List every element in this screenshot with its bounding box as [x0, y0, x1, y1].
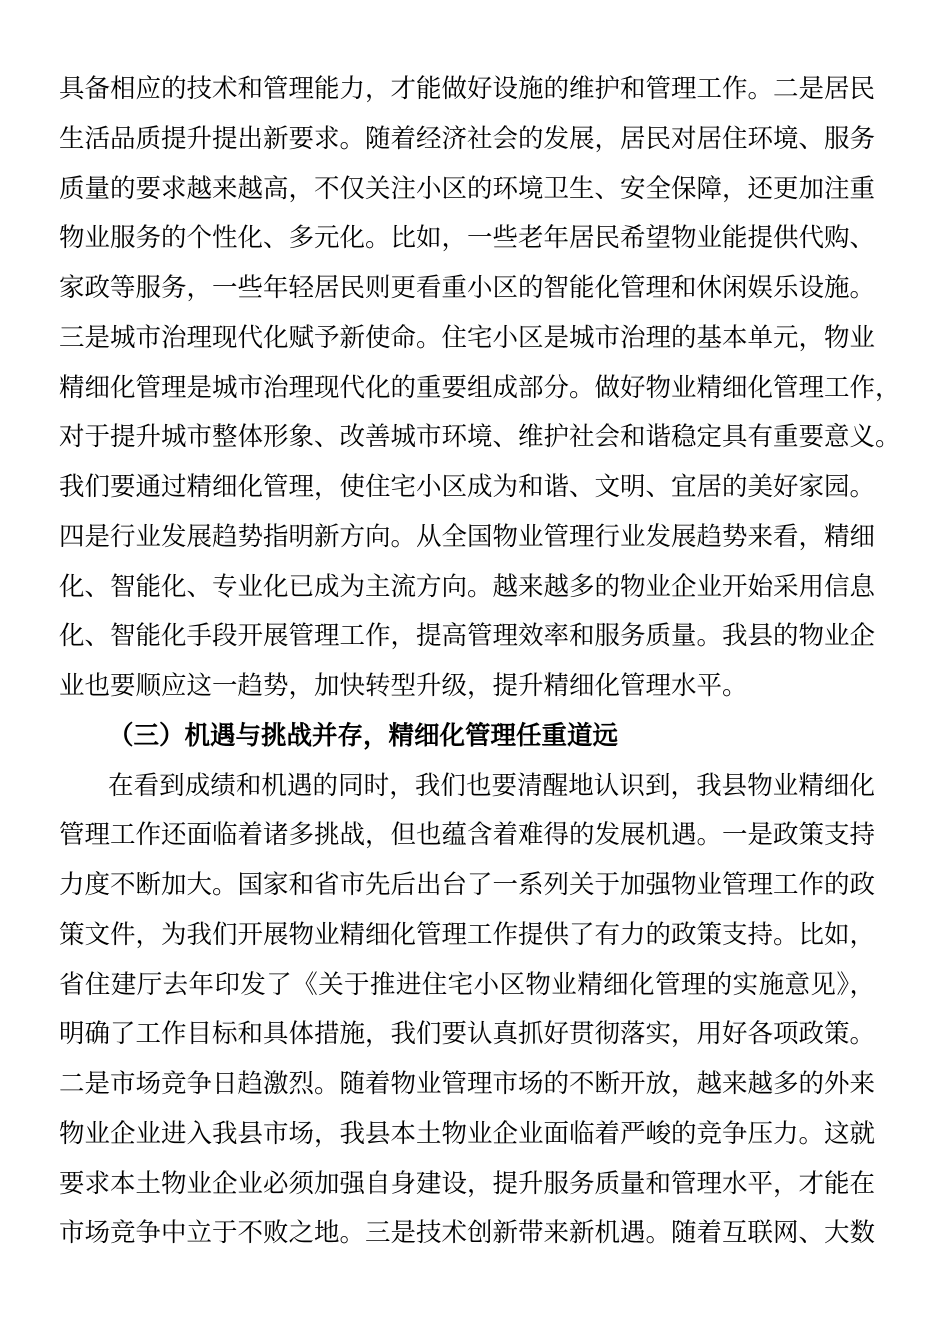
paragraph-line: 在看到成绩和机遇的同时，我们也要清醒地认识到，我县物业精细化	[108, 771, 875, 801]
paragraph-line: 具备相应的技术和管理能力，才能做好设施的维护和管理工作。二是居民	[59, 74, 876, 104]
paragraph-line: 二是市场竞争日趋激烈。随着物业管理市场的不断开放，越来越多的外来	[59, 1069, 876, 1099]
paragraph-line: 市场竞争中立于不败之地。三是技术创新带来新机遇。随着互联网、大数	[59, 1218, 876, 1248]
paragraph-line: 精细化管理是城市治理现代化的重要组成部分。做好物业精细化管理工作，	[59, 373, 901, 403]
paragraph-line: 生活品质提升提出新要求。随着经济社会的发展，居民对居住环境、服务	[59, 124, 876, 154]
paragraph-line: 策文件，为我们开展物业精细化管理工作提供了有力的政策支持。比如，	[59, 920, 876, 950]
paragraph-line: 业也要顺应这一趋势，加快转型升级，提升精细化管理水平。	[59, 671, 748, 701]
paragraph-line: 管理工作还面临着诸多挑战，但也蕴含着难得的发展机遇。一是政策支持	[59, 820, 876, 850]
paragraph-line: 明确了工作目标和具体措施，我们要认真抓好贯彻落实，用好各项政策。	[59, 1019, 876, 1049]
paragraph-line: 质量的要求越来越高，不仅关注小区的环境卫生、安全保障，还更加注重	[59, 174, 876, 204]
paragraph-line: 力度不断加大。国家和省市先后出台了一系列关于加强物业管理工作的政	[59, 870, 876, 900]
paragraph-line: 家政等服务，一些年轻居民则更看重小区的智能化管理和休闲娱乐设施。	[59, 273, 876, 303]
paragraph-line: 物业服务的个性化、多元化。比如，一些老年居民希望物业能提供代购、	[59, 223, 876, 253]
paragraph-line: 要求本土物业企业必须加强自身建设，提升服务质量和管理水平，才能在	[59, 1169, 876, 1199]
paragraph-line: 三是城市治理现代化赋予新使命。住宅小区是城市治理的基本单元，物业	[59, 323, 876, 353]
paragraph-line: 化、智能化手段开展管理工作，提高管理效率和服务质量。我县的物业企	[59, 621, 876, 651]
paragraph-line: 对于提升城市整体形象、改善城市环境、维护社会和谐稳定具有重要意义。	[59, 422, 901, 452]
paragraph-line: 物业企业进入我县市场，我县本土物业企业面临着严峻的竞争压力。这就	[59, 1119, 876, 1149]
paragraph-line: 化、智能化、专业化已成为主流方向。越来越多的物业企业开始采用信息	[59, 572, 876, 602]
paragraph-line: 省住建厅去年印发了《关于推进住宅小区物业精细化管理的实施意见》，	[59, 970, 875, 1000]
paragraph-line: 我们要通过精细化管理，使住宅小区成为和谐、文明、宜居的美好家园。	[59, 472, 876, 502]
paragraph-line: 四是行业发展趋势指明新方向。从全国物业管理行业发展趋势来看，精细	[59, 522, 876, 552]
section-heading: （三）机遇与挑战并存，精细化管理任重道远	[108, 721, 619, 751]
